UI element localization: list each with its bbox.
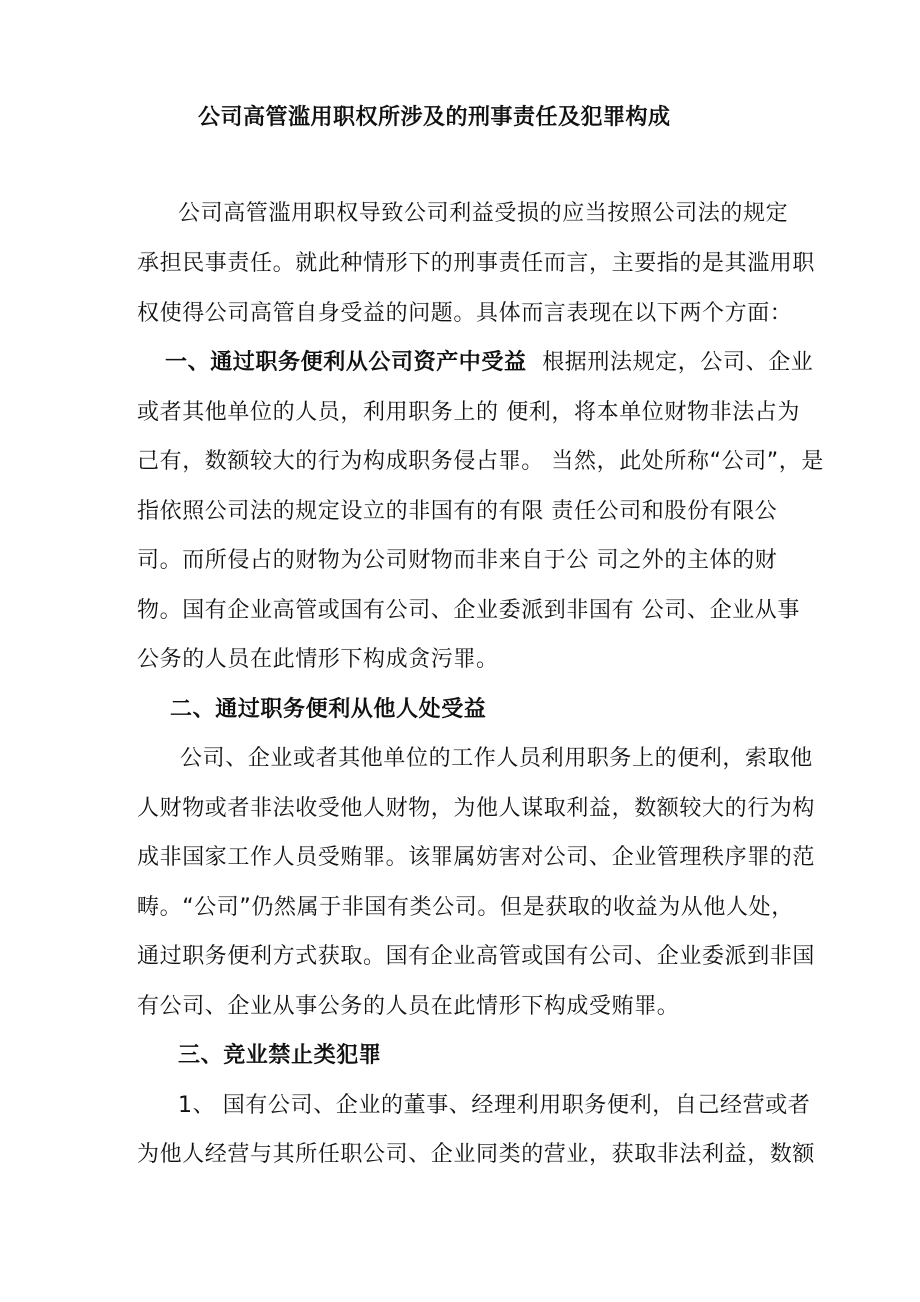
paragraph-line: 成非国家工作人员受贿罪。该罪属妨害对公司、企业管理秩序罪的范 [137,845,816,870]
paragraph-line: 畴。“公司”仍然属于非国有类公司。但是获取的收益为从他人处， [137,895,794,920]
section-1-line [165,345,813,376]
paragraph-line: 1、 国有公司、企业的董事、经理利用职务便利，自己经营或者 [178,1093,811,1118]
paragraph-line: 为他人经营与其所任职公司、企业同类的营业，获取非法利益，数额 [137,1142,816,1167]
paragraph-line: 或者其他单位的人员，利用职务上的 便利，将本单位财物非法占为 [137,400,800,425]
paragraph-line: 公司高管滥用职权导致公司利益受损的应当按照公司法的规定 [178,201,789,226]
paragraph-line: 司。而所侵占的财物为公司财物而非来自于公 司之外的主体的财 [137,548,778,573]
paragraph-line: 人财物或者非法收受他人财物，为他人谋取利益，数额较大的行为构 [137,796,816,821]
paragraph-line: 己有，数额较大的行为构成职务侵占罪。 当然，此处所称“公司”，是 [137,449,824,474]
section-1-first-text: 根据刑法规定，公司、企业 [542,350,814,375]
paragraph-line: 公司、企业或者其他单位的工作人员利用职务上的便利，索取他 [180,746,813,771]
paragraph-line: 有公司、企业从事公务的人员在此情形下构成受贿罪。 [137,994,680,1019]
document-title: 公司高管滥用职权所涉及的刑事责任及犯罪构成 [198,105,671,130]
section-1-heading: 一、通过职务便利从公司资产中受益 [165,350,527,375]
paragraph-line: 指依照公司法的规定设立的非国有的有限 责任公司和股份有限公 [137,499,778,524]
paragraph-line: 权使得公司高管自身受益的问题。具体而言表现在以下两个方面： [137,301,793,326]
section-3-heading: 三、竞业禁止类犯罪 [178,1043,382,1068]
paragraph-line: 通过职务便利方式获取。国有企业高管或国有公司、企业委派到非国 [137,944,816,969]
paragraph-line: 物。国有企业高管或国有公司、企业委派到非国有 公司、企业从事 [137,598,800,623]
section-2-heading: 二、通过职务便利从他人处受益 [170,697,487,722]
paragraph-line: 承担民事责任。就此种情形下的刑事责任而言，主要指的是其滥用职 [137,251,816,276]
paragraph-line: 公务的人员在此情形下构成贪污罪。 [137,647,499,672]
